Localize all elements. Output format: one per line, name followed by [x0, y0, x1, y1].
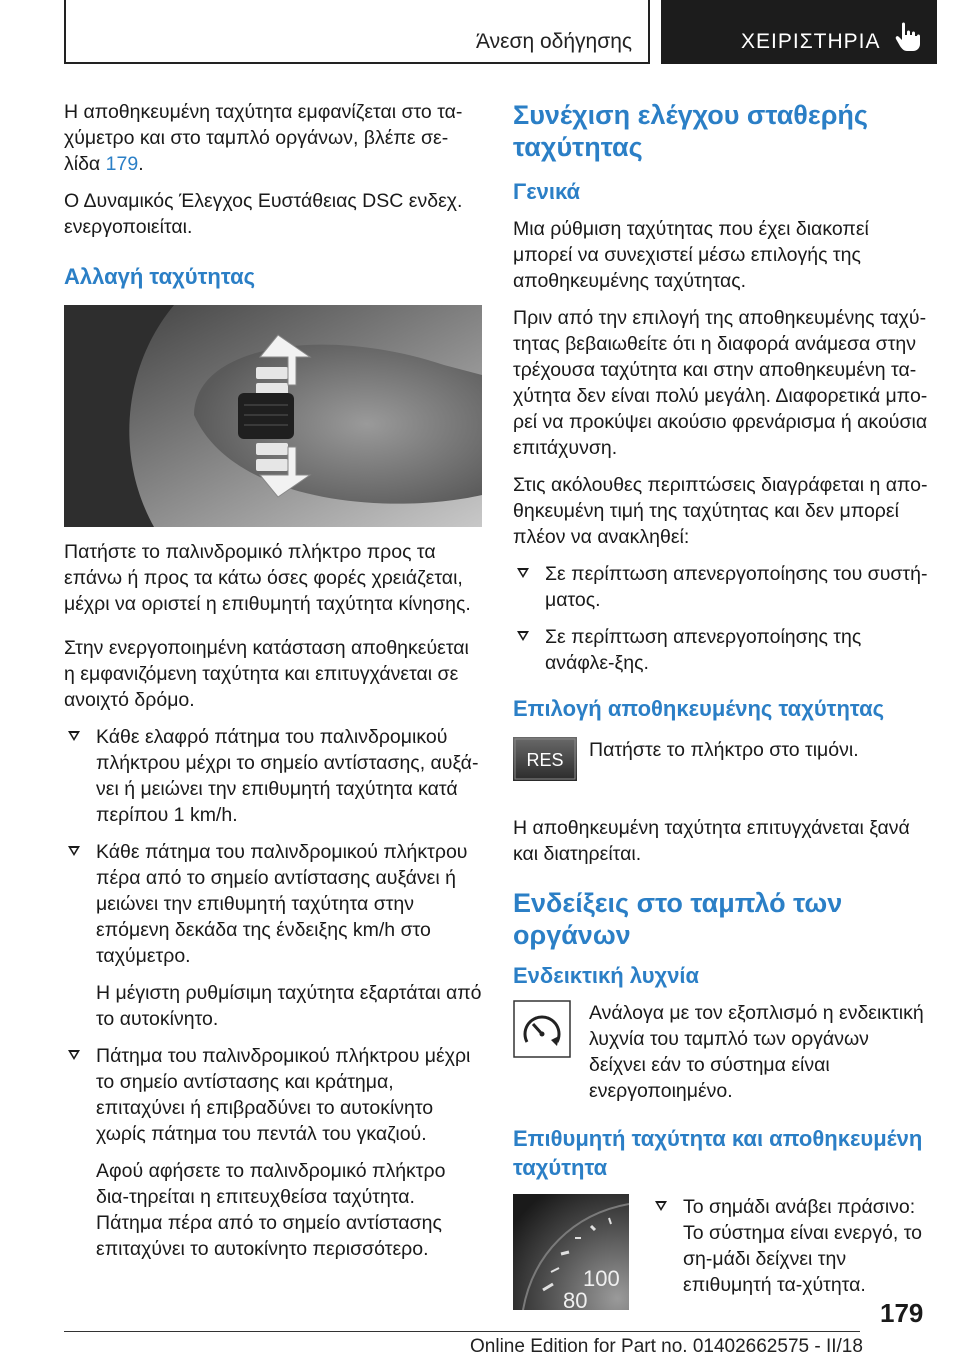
- bullet-press-beyond: Κάθε πάτημα του παλινδρομικού πλήκτρου πέρα από το σημείο αντίστασης αυξάνει ή μειώνει την επιθυμητή ταχύτητα στην επόμενη δεκάδα της ένδειξης km/h στο ταχύμετρο.: [64, 839, 482, 969]
- res-instruction-text: Πατήστε το πλήκτρο στο τιμόνι.: [589, 739, 859, 761]
- header-section-box: [64, 0, 650, 64]
- triangle-bullet-icon: [68, 846, 80, 856]
- press-rocker-paragraph: Πατήστε το παλινδρομικό πλήκτρο προς τα επάνω ή προς τα κάτω όσες φορές χρειάζεται, μέχρι να οριστεί η επιθυμητή ταχύτητα κίνησης.: [64, 541, 471, 615]
- right-column: [513, 99, 928, 1312]
- triangle-bullet-icon: [655, 1201, 667, 1211]
- bullet-marker-green: Το σημάδι ανάβει πράσινο: Το σύστημα είναι ενεργό, το ση-μάδι δείχνει την επιθυμητή τα-χύτητα.: [651, 1194, 928, 1298]
- edition-info: Online Edition for Part no. 01402662575 - II/18: [470, 1336, 863, 1357]
- res-button-icon: [513, 737, 577, 781]
- heading-instrument-indicators: Ενδείξεις στο ταμπλό των οργάνων: [513, 888, 843, 950]
- page-number: 179: [880, 1298, 924, 1328]
- hand-pointer-icon: [893, 20, 925, 52]
- bullet-ignition-off: Σε περίπτωση απενεργοποίησης της ανάφλε-ξης.: [513, 624, 928, 676]
- speedometer-gauge-image: [513, 1194, 629, 1310]
- cruise-control-lamp-icon: [513, 1000, 571, 1058]
- indicator-lamp-row: [513, 1000, 928, 1104]
- general-paragraph-1: Μια ρύθμιση ταχύτητας που έχει διακοπεί μπορεί να συνεχιστεί μέσω επιλογής της αποθηκευμένης ταχύτητας.: [513, 218, 869, 292]
- triangle-bullet-icon: [517, 631, 529, 641]
- general-paragraph-2: Πριν από την επιλογή της αποθηκευμένης ταχύ-τητας βεβαιωθείτε ότι η διαφορά ανάμεσα στην τρέχουσα ταχύτητα και στην αποθηκευμένη τα-χύτητα δεν είναι πολύ μεγάλη. Διαφορετικά μπο-ρεί να προκύψει ακούσιο φρενάρισμα ή ακούσια επιτάχυνση.: [513, 307, 928, 459]
- header-chapter-title: ΧΕΙΡΙΣΤΗΡΙΑ: [741, 30, 881, 53]
- heading-resume-cruise: Συνέχιση ελέγχου σταθερής ταχύτητας: [513, 100, 868, 162]
- heading-desired-stored-speed: Επιθυμητή ταχύτητα και αποθηκευμένη ταχύτητα: [513, 1126, 923, 1180]
- header-chapter-box: [661, 0, 937, 64]
- triangle-bullet-icon: [517, 568, 529, 578]
- indicator-lamp-text: Ανάλογα με τον εξοπλισμό η ενδεικτική λυχνία του ταμπλό των οργάνων δείχνει εάν το σύστημα είναι ενεργοποιημένο.: [589, 1002, 924, 1102]
- gauge-label-100: 100: [583, 1266, 620, 1291]
- heading-select-stored: Επιλογή αποθηκευμένης ταχύτητας: [513, 696, 885, 721]
- bullet-light-press: Κάθε ελαφρό πάτημα του παλινδρομικού πλήκτρου μέχρι το σημείο αντίστασης, αυξά-νει ή μειώνει την επιθυμητή ταχύτητα κατά περίπου 1 km/h.: [64, 724, 482, 828]
- dsc-paragraph: Ο Δυναμικός Έλεγχος Ευστάθειας DSC ενδεχ. ενεργοποιείται.: [64, 190, 463, 238]
- res-instruction-row: [513, 737, 928, 797]
- general-paragraph-3: Στις ακόλουθες περιπτώσεις διαγράφεται η απο-θηκευμένη τιμή της ταχύτητας και δεν μπορεί πλέον να ανακληθεί:: [513, 474, 928, 548]
- heading-general: Γενικά: [513, 179, 581, 204]
- triangle-bullet-icon: [68, 1050, 80, 1060]
- gauge-row: [513, 1194, 928, 1310]
- bullet-system-off: Σε περίπτωση απενεργοποίησης του συστή-ματος.: [513, 561, 928, 613]
- gauge-label-80: 80: [563, 1288, 588, 1310]
- footer-divider: [64, 1331, 860, 1332]
- triangle-bullet-icon: [68, 731, 80, 741]
- max-speed-note: Η μέγιστη ρυθμίσιμη ταχύτητα εξαρτάται από το αυτοκίνητο.: [96, 982, 482, 1030]
- stored-speed-paragraph: Η αποθηκευμένη ταχύτητα εμφανίζεται στο τα-χύμετρο και στο ταμπλό οργάνων, βλέπε σε-λίδα 179.: [64, 101, 463, 175]
- release-note: Αφού αφήσετε το παλινδρομικό πλήκτρο δια-τηρείται η επιτευχθείσα ταχύτητα. Πάτημα πέρα από το σημείο αντίστασης επιταχύνει το αυτοκίνητο περισσότερο.: [96, 1160, 446, 1260]
- steering-wheel-rocker-photo: [64, 305, 482, 527]
- activated-state-paragraph: Στην ενεργοποιημένη κατάσταση αποθηκεύεται η εμφανιζόμενη ταχύτητα και επιτυγχάνεται σε ανοιχτό δρόμο.: [64, 637, 469, 711]
- bullet-press-hold: Πάτημα του παλινδρομικού πλήκτρου μέχρι το σημείο αντίστασης και κράτημα, επιταχύνει ή επιβραδύνει το αυτοκίνητο χωρίς πάτημα του πεντάλ του γκαζιού.: [64, 1043, 482, 1147]
- stored-speed-reached-paragraph: Η αποθηκευμένη ταχύτητα επιτυγχάνεται ξανά και διατηρείται.: [513, 817, 910, 865]
- heading-indicator-lamp: Ενδεικτική λυχνία: [513, 963, 700, 988]
- page-link[interactable]: 179: [105, 153, 139, 175]
- left-column: [64, 99, 482, 1273]
- res-label: RES: [526, 750, 564, 770]
- heading-change-speed: Αλλαγή ταχύτητας: [64, 264, 256, 289]
- header-section-title: Άνεση οδήγησης: [476, 30, 632, 53]
